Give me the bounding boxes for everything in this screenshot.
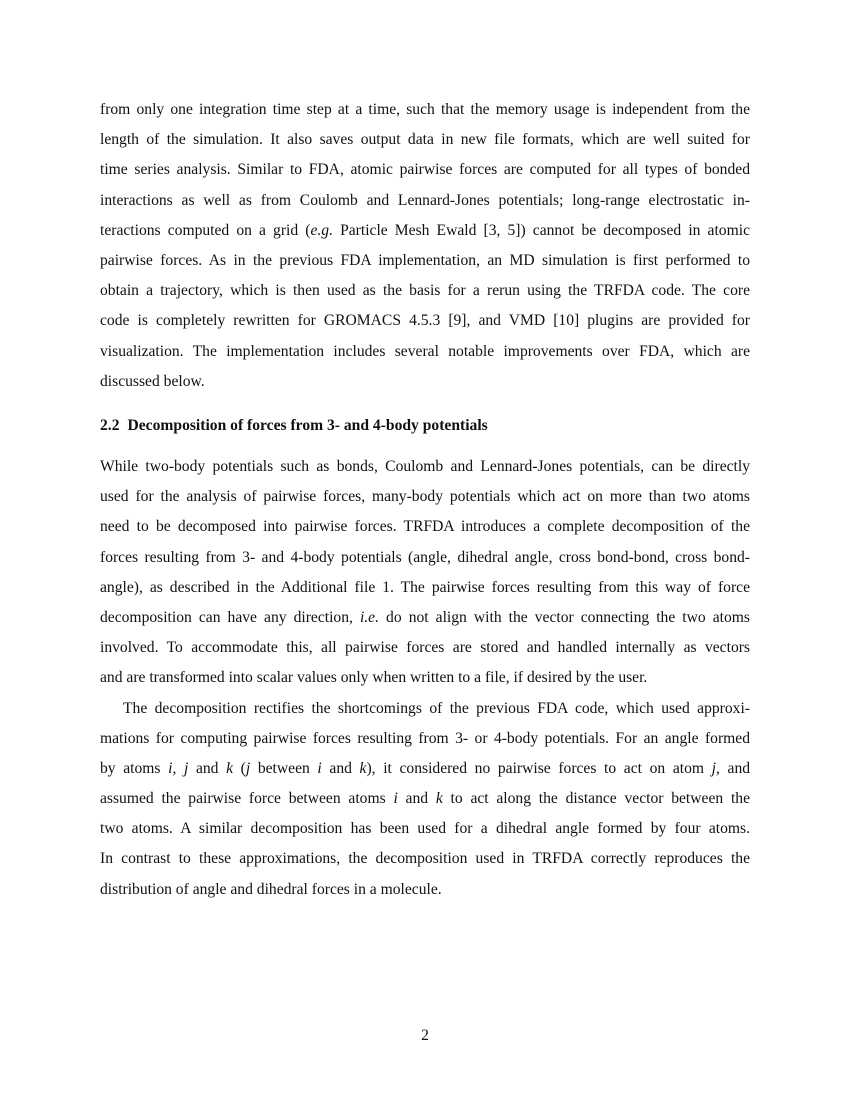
text-line: pairwise forces. As in the previous FDA implementation, an MD simulation is first performed to [100, 251, 750, 269]
text-line: involved. To accommodate this, all pairwise forces are stored and handled internally as vectors [100, 639, 750, 657]
text-segment: and [321, 759, 360, 777]
text-line: time series analysis. Similar to FDA, atomic pairwise forces are computed for all types of bonded [100, 161, 750, 179]
text-line: two atoms. A similar decomposition has been used for a dihedral angle formed by four atoms. [100, 820, 750, 838]
math-variable: k [226, 759, 234, 777]
text-line: and are transformed into scalar values only when written to a file, if desired by the user. [100, 669, 648, 687]
italic-abbreviation: e.g. [310, 221, 333, 239]
math-variable: k [435, 790, 443, 808]
text-line: interactions as well as from Coulomb and Lennard-Jones potentials; long-range electrostatic in- [100, 191, 750, 209]
text-segment: teractions computed on a grid ( [100, 221, 311, 239]
math-variable: i [393, 790, 398, 808]
text-line: forces resulting from 3- and 4-body potentials (angle, dihedral angle, cross bond-bond, cross bond- [100, 548, 750, 566]
text-line [100, 216, 750, 246]
text-segment: ), it considered no pairwise forces to act on atom [366, 759, 712, 777]
text-line: angle), as described in the Additional file 1. The pairwise forces resulting from this way of force [100, 578, 750, 596]
math-variable: j [245, 759, 251, 777]
text-segment: , and [716, 759, 751, 777]
italic-abbreviation: i.e. [359, 608, 380, 626]
section-body [100, 452, 750, 905]
math-variable: j [711, 759, 716, 777]
math-variable: j [183, 759, 189, 777]
text-segment: and [397, 790, 436, 808]
math-variable: i [317, 759, 322, 777]
text-segment: do not align with the vector connecting the two atoms [379, 608, 750, 626]
text-line: obtain a trajectory, which is then used as the basis for a rerun using the TRFDA code. The core [100, 282, 750, 300]
text-line: While two-body potentials such as bonds, Coulomb and Lennard-Jones potentials, can be directly [100, 458, 750, 475]
text-segment: by atoms [100, 759, 169, 777]
text-line: distribution of angle and dihedral forces in a molecule. [100, 880, 442, 898]
text-segment: between [250, 759, 318, 777]
text-segment: Particle Mesh Ewald [3, 5]) cannot be decomposed in atomic [332, 221, 750, 239]
text-segment: and [188, 759, 227, 777]
section-number: 2.2 [100, 417, 120, 434]
text-line: visualization. The implementation includes several notable improvements over FDA, which are [100, 342, 750, 360]
text-line [100, 754, 750, 784]
text-line: length of the simulation. It also saves output data in new file formats, which are well suited for [100, 131, 750, 149]
text-line: In contrast to these approximations, the decomposition used in TRFDA correctly reproduces the [100, 850, 750, 868]
paragraph-continuation [100, 95, 750, 397]
text-line: need to be decomposed into pairwise forces. TRFDA introduces a complete decomposition of the [100, 518, 750, 536]
text-line: discussed below. [100, 372, 205, 390]
text-segment: assumed the pairwise force between atoms [100, 790, 394, 808]
text-line: The decomposition rectifies the shortcomings of the previous FDA code, which used approxi- [123, 699, 750, 717]
text-segment: , [172, 759, 184, 777]
page-number: 2 [421, 1027, 429, 1044]
text-line: mations for computing pairwise forces resulting from 3- or 4-body potentials. For an angle formed [100, 729, 750, 747]
text-line: from only one integration time step at a time, such that the memory usage is independent from the [100, 101, 750, 118]
text-line [100, 603, 750, 633]
text-segment: to act along the distance vector between the [442, 790, 750, 808]
text-segment: decomposition can have any direction, [100, 608, 360, 626]
math-variable: k [359, 759, 367, 777]
text-line [100, 784, 750, 814]
text-segment: ( [233, 759, 246, 777]
text-line: used for the analysis of pairwise forces, many-body potentials which act on more than two atoms [100, 488, 750, 506]
text-line: code is completely rewritten for GROMACS 4.5.3 [9], and VMD [10] plugins are provided for [100, 312, 750, 330]
section-heading [100, 413, 488, 439]
section-title: Decomposition of forces from 3- and 4-body potentials [127, 417, 488, 434]
math-variable: i [168, 759, 173, 777]
